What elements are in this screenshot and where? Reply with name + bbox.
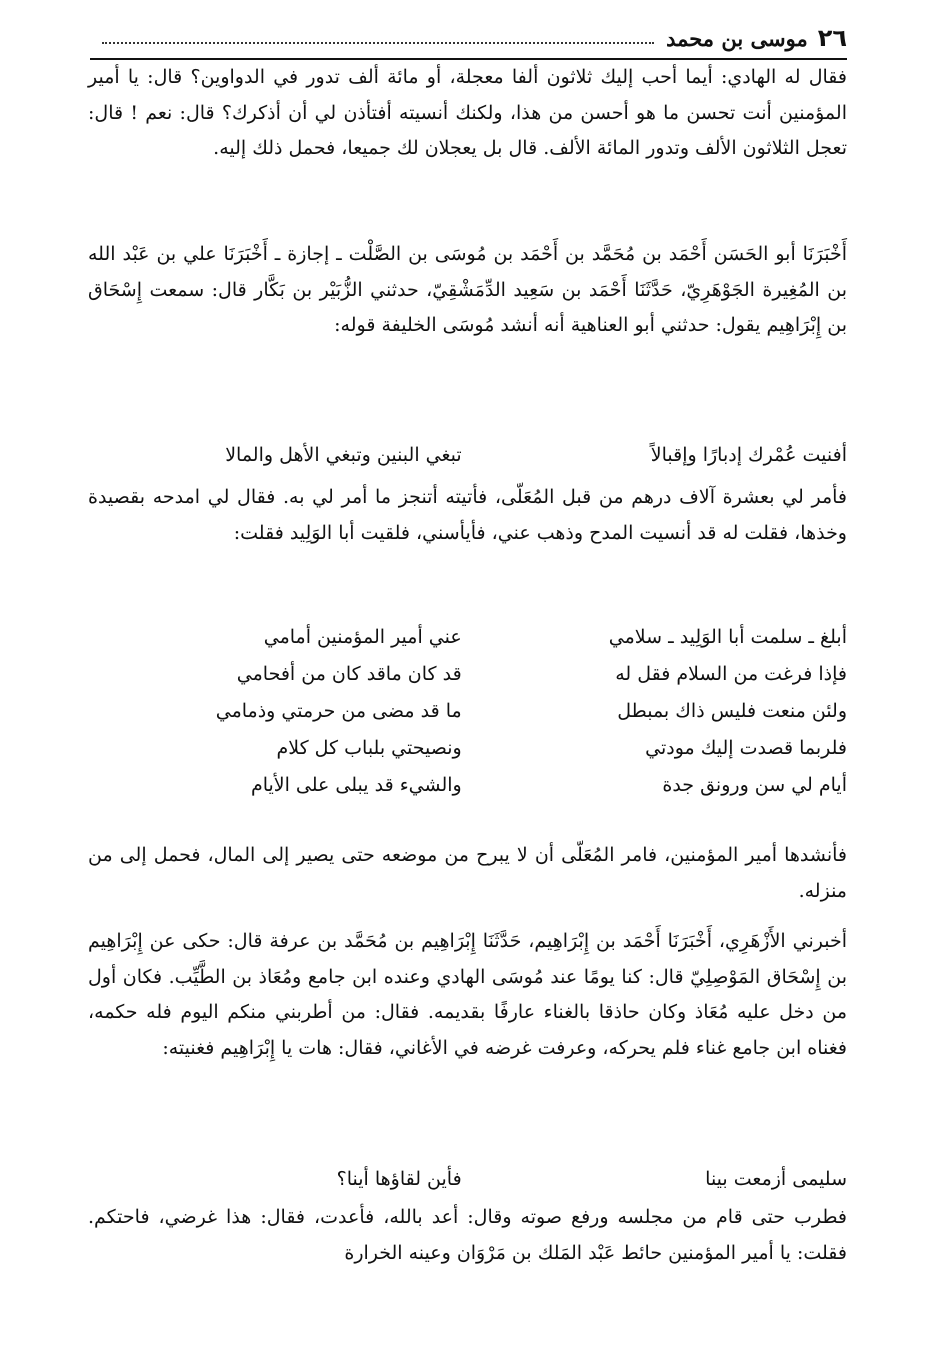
paragraph-5 [88,924,847,1066]
verse-hemistich-right: ولئن منعت فليس ذاك بمبطل [617,699,847,722]
paragraph-1-text: فقال له الهادي: أيما أحب إليك ثلاثون ألفا معجلة، أو مائة ألف تدور في الدواوين؟ قال: يا أمير المؤمنين أنت تحسن ما هو أحسن من هذا، ولكنك أنسيته أفتأذن لي أن أذكرك؟ قال: نعم ! قال: تعجل الثلاثون الألف وتدور المائة الألف. قال بل يعجلان لك جميعا، فحمل ذلك إليه. [88,66,847,159]
verse-line [120,436,847,473]
verse-line [120,766,847,803]
verse-hemistich-right: أيام لي سن ورونق جدة [662,773,847,796]
verse-1 [120,436,847,473]
paragraph-6-text: فطرب حتى قام من مجلسه ورفع صوته وقال: أعد بالله، فأعدت، فقال: هذا غرضي، فاحتكم. فقلت: يا أمير المؤمنين حائط عَبْد المَلك بن مَرْوَان وعينه الخرارة [88,1206,847,1264]
verse-hemistich-right: أفنيت عُمْرك إدبارًا وإقبالاً [650,443,847,466]
paragraph-4-text: فأنشدها أمير المؤمنين، فامر المُعَلّى أن لا يبرح من موضعه حتى يصير إلى المال، فحمل إلى من منزله. [88,844,847,902]
running-header [90,18,847,60]
verse-hemistich-right: فلربما قصدت إليك مودتي [645,736,847,759]
paragraph-3 [88,480,847,551]
verse-hemistich-right: أبلغ ـ سلمت أبا الوَلِيد ـ سلامي [608,625,847,648]
page-number: ٢٦ [817,24,847,52]
verse-hemistich-left: ونصيحتي بلباب كل كلام [276,736,462,759]
paragraph-1 [88,60,847,167]
paragraph-2 [88,237,847,344]
verse-line [120,655,847,692]
leader-dots [102,42,654,44]
verse-hemistich-left: قد كان ماقد كان من أفحامي [236,662,462,685]
verses-2 [120,618,847,803]
verse-line [120,618,847,655]
verse-hemistich-left: والشيء قد يبلى على الأيام [250,773,462,796]
verse-3 [120,1160,847,1197]
paragraph-2-text: أَخْبَرَنَا أبو الحَسَن أَحْمَد بن مُحَمَّد بن أَحْمَد بن مُوسَى بن الصَّلْت ـ إجازة ـ أَخْبَرَنَا علي بن عَبْد الله بن المُغِيرة الجَوْهَرِيّ، حَدَّثَنَا أَحْمَد بن سَعِيد الدِّمَشْقِيّ، حدثني الزُّبَيْر بن بَكَّار قال: سمعت إِسْحَاق بن إِبْرَاهِيم يقول: حدثني أبو العناهية أنه أنشد مُوسَى الخليفة قوله: [88,243,847,336]
verse-line [120,729,847,766]
verse-hemistich-left: عني أمير المؤمنين أمامي [263,625,462,648]
running-title: موسى بن محمد [666,25,808,51]
verse-hemistich-left: فأين لقاؤها أينا؟ [336,1167,462,1190]
paragraph-4 [88,838,847,909]
paragraph-3-text: فأمر لي بعشرة آلاف درهم من قبل المُعَلّى، فأتيته أتنجز ما أمر لي به. فقال لي امدحه بقصيدة وخذها، فقلت له قد أنسيت المدح وذهب عني، فأيأسني، فلقيت أبا الوَلِيد فقلت: [88,486,847,544]
verse-hemistich-left: تبغي البنين وتبغي الأهل والمالا [225,443,462,466]
paragraph-5-text: أخبرني الأَزْهَرِي، أَخْبَرَنَا أَحْمَد بن إِبْرَاهِيم، حَدَّثَنَا إِبْرَاهِيم بن مُحَمَّد بن عرفة قال: حكى عن إِبْرَاهِيم بن إِسْحَاق المَوْصِلِيّ قال: كنا يومًا عند مُوسَى الهادي وعنده ابن جامع ومُعَاذ بن الطَّيِّب. فكان أول من دخل عليه مُعَاذ وكان حاذقا بالغناء عارفًا بقديمه. فقال: من أطربني منكم اليوم فله حكمه، فغناه ابن جامع غناء فلم يحركه، وعرفت غرضه في الأغاني، فقال: هات يا إِبْرَاهِيم فغنيته: [88,930,847,1059]
verse-line [120,1160,847,1197]
verse-hemistich-right: فإذا فرغت من السلام فقل له [615,662,847,685]
paragraph-6 [88,1200,847,1271]
verse-line [120,692,847,729]
verse-hemistich-left: ما قد مضى من حرمتي وذمامي [215,699,462,722]
verse-hemistich-right: سليمى أزمعت بينا [705,1167,847,1190]
